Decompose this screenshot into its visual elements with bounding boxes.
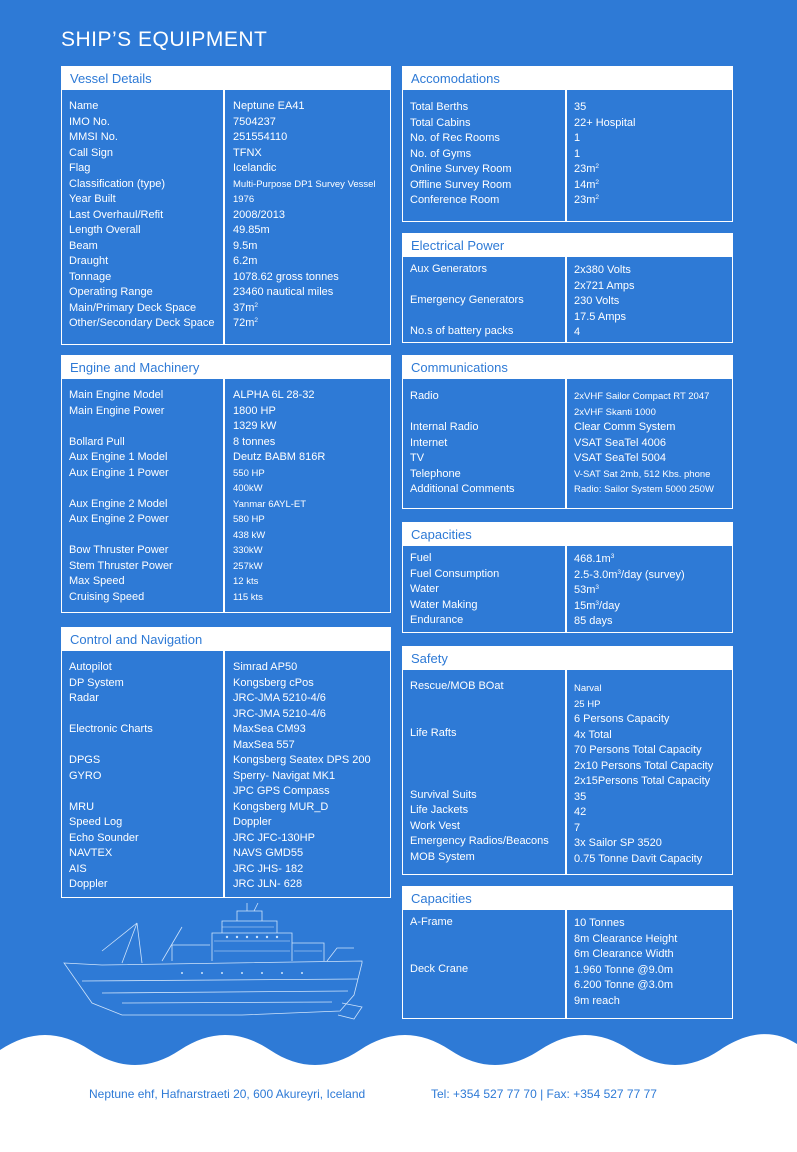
control-label-3 — [69, 707, 153, 723]
engine-label-10: Bow Thruster Power — [69, 544, 169, 556]
safety-label-3: Life Rafts — [410, 726, 457, 739]
engine-value-6: 400kW — [233, 483, 263, 494]
accom-label-2: No. of Rec Rooms — [410, 132, 500, 144]
accom-value-2: 1 — [574, 132, 581, 144]
engine-value-12: 12 kts — [233, 576, 259, 587]
accomodations-values — [574, 100, 635, 209]
safety-label-0: Rescue/MOB BOat — [410, 680, 504, 692]
engine-labels — [69, 388, 173, 605]
vessel-label-3: Call Sign — [69, 146, 114, 159]
control-label-2: Radar — [69, 692, 99, 704]
control-value-0: Simrad AP50 — [233, 661, 298, 673]
capacities-equipment-values: 10 Tonnes 8m Clearance Height 6m Clearance Width 1.960 Tonne @9.0m 6.200 Tonne @3.0m 9m reach — [574, 917, 678, 1007]
vessel-details-values — [233, 99, 376, 332]
capacities1-value-2: $53m^3$ — [574, 584, 600, 596]
vessel-value-6: 1976 — [233, 194, 255, 205]
safety-value-11: 0.75 Tonne Davit Capacity — [574, 852, 703, 865]
safety-value-3: 4x Total — [574, 728, 612, 741]
capacities-values — [574, 552, 685, 630]
capacities1-label-3: Water Making — [410, 598, 478, 611]
vessel-value-7: 2008/2013 — [233, 208, 285, 221]
accom-label-4: Online Survey Room — [410, 163, 512, 175]
vessel-label-12: Operating Range — [69, 286, 153, 298]
safety-label-8: Life Jackets — [410, 804, 469, 816]
engine-label-9 — [69, 528, 173, 544]
control-labels — [69, 660, 153, 893]
control-navigation-title: Control and Navigation — [62, 628, 390, 651]
comms-label-4: TV — [410, 452, 425, 464]
control-label-1: DP System — [69, 676, 124, 689]
accom-value-3: 1 — [574, 147, 581, 160]
safety-label-10: Emergency Radios/Beacons — [410, 835, 549, 847]
control-navigation-panel — [61, 627, 391, 898]
safety-value-10: 3x Sailor SP 3520 — [574, 837, 662, 849]
comms-label-0: Radio — [410, 390, 439, 402]
engine-label-12: Max Speed — [69, 575, 125, 587]
engine-value-13: 115 kts — [233, 591, 263, 603]
engine-value-0: ALPHA 6L 28-32 — [233, 389, 315, 401]
control-values — [233, 660, 371, 893]
engine-label-7: Aux Engine 2 Model — [69, 497, 168, 510]
comms-value-1: 2xVHF Skanti 1000 — [574, 406, 656, 418]
control-label-8 — [69, 784, 153, 800]
control-label-9: MRU — [69, 800, 95, 813]
control-label-12: NAVTEX — [69, 847, 113, 859]
safety-value-6: 2x15Persons Total Capacity — [574, 775, 711, 787]
vessel-label-14: Other/Secondary Deck Space — [69, 317, 215, 329]
engine-label-3: Bollard Pull — [69, 435, 125, 448]
capacities1-label-1: Fuel Consumption — [410, 567, 500, 580]
vessel-value-9: 9.5m — [233, 239, 258, 252]
accom-value-1: 22+ Hospital — [574, 116, 636, 129]
vessel-label-2: MMSI No. — [69, 131, 118, 143]
control-value-6: Kongsberg Seatex DPS 200 — [233, 754, 371, 766]
footer-contact: Tel: +354 527 77 70 | Fax: +354 527 77 77 — [431, 1087, 657, 1101]
safety-value-2: 6 Persons Capacity — [574, 713, 670, 725]
engine-machinery-title: Engine and Machinery — [62, 356, 390, 379]
vessel-value-3: TFNX — [233, 146, 262, 159]
vessel-label-11: Tonnage — [69, 270, 112, 283]
vessel-label-8: Length Overall — [69, 224, 141, 236]
vessel-label-13: Main/Primary Deck Space — [69, 301, 197, 314]
electrical-labels: Aux Generators Emergency Generators No.s of battery packs — [410, 263, 524, 337]
engine-value-7: Yanmar 6AYL-ET — [233, 498, 307, 510]
control-value-11: JRC JFC-130HP — [233, 831, 315, 844]
vessel-value-12: 23460 nautical miles — [233, 286, 334, 298]
ship-drawing-icon — [62, 903, 372, 1033]
safety-label-2 — [410, 710, 549, 726]
vessel-label-10: Draught — [69, 255, 109, 267]
engine-machinery-panel — [61, 355, 391, 613]
safety-label-11: MOB System — [410, 850, 475, 863]
control-label-0: Autopilot — [69, 661, 112, 673]
comms-label-2: Internal Radio — [410, 421, 479, 433]
safety-value-0: Narval — [574, 683, 602, 694]
capacities1-label-2: Water — [410, 583, 439, 595]
communications-values — [574, 389, 714, 498]
comms-value-6: Radio: Sailor System 5000 250W — [574, 484, 714, 495]
capacities1-value-1: $2.5-3.0m^3$/day (survey) — [574, 568, 685, 581]
vessel-value-13: $37m^2$ — [233, 301, 259, 314]
vessel-value-8: 49.85m — [233, 224, 270, 236]
accom-value-5: $14m^2$ — [574, 178, 600, 191]
vessel-details-labels — [69, 99, 215, 332]
comms-label-6: Additional Comments — [410, 483, 515, 495]
engine-label-5: Aux Engine 1 Power — [69, 466, 169, 479]
engine-value-2: 1329 kW — [233, 420, 277, 432]
control-value-13: JRC JHS- 182 — [233, 862, 304, 875]
control-label-14: Doppler — [69, 878, 108, 890]
control-label-10: Speed Log — [69, 816, 123, 828]
accom-value-6: $23m^2$ — [574, 194, 600, 206]
capacities1-value-0: $468.1m^3$ — [574, 553, 615, 565]
engine-label-11: Stem Thruster Power — [69, 559, 173, 572]
safety-value-7: 35 — [574, 790, 587, 803]
engine-label-4: Aux Engine 1 Model — [69, 451, 168, 463]
safety-panel — [402, 646, 733, 875]
safety-label-4 — [410, 741, 549, 757]
vessel-label-6: Year Built — [69, 193, 116, 205]
comms-value-2: Clear Comm System — [574, 421, 676, 433]
engine-values — [233, 388, 325, 605]
safety-labels — [410, 679, 549, 865]
communications-title: Communications — [403, 356, 732, 379]
engine-value-11: 257kW — [233, 560, 263, 572]
page-title: SHIP’S EQUIPMENT — [61, 28, 268, 51]
comms-value-0: 2xVHF Sailor Compact RT 2047 — [574, 391, 710, 402]
vessel-value-4: Icelandic — [233, 162, 277, 174]
safety-value-9: 7 — [574, 821, 581, 834]
capacities-labels — [410, 551, 499, 629]
safety-label-1 — [410, 695, 549, 711]
communications-panel — [402, 355, 733, 509]
capacities-panel — [402, 522, 733, 633]
engine-value-4: Deutz BABM 816R — [233, 451, 326, 463]
safety-label-6 — [410, 772, 549, 788]
engine-value-5: 550 HP — [233, 467, 265, 479]
vessel-value-14: $72m^2$ — [233, 317, 259, 329]
control-label-13: AIS — [69, 862, 87, 875]
capacities1-label-0: Fuel — [410, 552, 432, 564]
accom-label-5: Offline Survey Room — [410, 178, 512, 191]
comms-label-5: Telephone — [410, 467, 461, 480]
vessel-details-title: Vessel Details — [62, 67, 390, 90]
capacities-equipment-title: Capacities — [403, 887, 732, 910]
control-value-4: MaxSea CM93 — [233, 723, 306, 735]
control-value-9: Kongsberg MUR_D — [233, 800, 329, 813]
safety-label-9: Work Vest — [410, 819, 460, 832]
engine-label-0: Main Engine Model — [69, 389, 164, 401]
vessel-value-10: 6.2m — [233, 255, 258, 267]
vessel-value-0: Neptune EA41 — [233, 100, 305, 112]
accomodations-panel — [402, 66, 733, 222]
engine-value-9: 438 kW — [233, 529, 266, 541]
vessel-details-panel — [61, 66, 391, 345]
control-value-14: JRC JLN- 628 — [233, 878, 303, 890]
capacities-equipment-panel — [402, 886, 733, 1019]
vessel-value-11: 1078.62 gross tonnes — [233, 270, 339, 283]
capacities-title: Capacities — [403, 523, 732, 546]
vessel-label-1: IMO No. — [69, 115, 110, 128]
footer-address: Neptune ehf, Hafnarstraeti 20, 600 Akureyri, Iceland — [89, 1087, 366, 1101]
vessel-label-0: Name — [69, 100, 99, 112]
safety-title: Safety — [403, 647, 732, 670]
capacities1-value-4: 85 days — [574, 615, 613, 627]
communications-labels — [410, 389, 515, 498]
control-value-8: JPC GPS Compass — [233, 785, 330, 797]
safety-label-5 — [410, 757, 549, 773]
engine-label-8: Aux Engine 2 Power — [69, 513, 169, 525]
accom-label-3: No. of Gyms — [410, 147, 472, 160]
engine-value-8: 580 HP — [233, 514, 265, 525]
safety-label-7: Survival Suits — [410, 788, 477, 801]
safety-value-1: 25 HP — [574, 698, 601, 710]
engine-value-3: 8 tonnes — [233, 435, 276, 448]
vessel-value-5: Multi-Purpose DP1 Survey Vessel — [233, 178, 376, 190]
vessel-value-1: 7504237 — [233, 115, 276, 128]
comms-label-3: Internet — [410, 436, 448, 449]
comms-value-3: VSAT SeaTel 4006 — [574, 436, 666, 449]
electrical-power-panel — [402, 233, 733, 343]
capacities1-label-4: Endurance — [410, 614, 464, 626]
accomodations-title: Accomodations — [403, 67, 732, 90]
comms-value-4: VSAT SeaTel 5004 — [574, 452, 666, 464]
control-value-10: Doppler — [233, 816, 272, 828]
safety-value-4: 70 Persons Total Capacity — [574, 744, 702, 756]
vessel-value-2: 251554110 — [233, 131, 288, 143]
control-value-2: JRC-JMA 5210-4/6 — [233, 692, 326, 704]
engine-label-1: Main Engine Power — [69, 404, 165, 417]
comms-value-5: V-SAT Sat 2mb, 512 Kbs. phone — [574, 468, 711, 480]
vessel-label-9: Beam — [69, 239, 98, 252]
control-label-11: Echo Sounder — [69, 831, 139, 844]
control-value-12: NAVS GMD55 — [233, 847, 304, 859]
engine-label-13: Cruising Speed — [69, 590, 145, 603]
vessel-label-5: Classification (type) — [69, 177, 165, 190]
safety-value-8: 42 — [574, 806, 587, 818]
electrical-values: 2x380 Volts 2x721 Amps 230 Volts 17.5 Amps 4 — [574, 264, 635, 338]
engine-label-2 — [69, 419, 173, 435]
safety-value-5: 2x10 Persons Total Capacity — [574, 759, 714, 772]
accom-label-1: Total Cabins — [410, 116, 471, 129]
control-value-1: Kongsberg cPos — [233, 676, 314, 689]
vessel-label-7: Last Overhaul/Refit — [69, 208, 164, 221]
vessel-label-4: Flag — [69, 162, 91, 174]
control-value-3: JRC-JMA 5210-4/6 — [233, 707, 326, 720]
capacities1-value-3: $15m^3$/day — [574, 599, 620, 612]
safety-values — [574, 681, 713, 867]
control-label-5 — [69, 738, 153, 754]
electrical-power-title: Electrical Power — [403, 234, 732, 257]
capacities-equipment-labels: A-Frame Deck Crane — [410, 916, 469, 975]
control-label-7: GYRO — [69, 769, 102, 782]
comms-label-1 — [410, 405, 515, 421]
accom-label-0: Total Berths — [410, 101, 469, 113]
accom-label-6: Conference Room — [410, 194, 500, 206]
engine-value-10: 330kW — [233, 545, 263, 556]
accom-value-4: $23m^2$ — [574, 163, 600, 175]
accomodations-labels — [410, 100, 512, 209]
control-label-6: DPGS — [69, 754, 101, 766]
engine-label-6 — [69, 481, 173, 497]
control-value-5: MaxSea 557 — [233, 738, 295, 751]
accom-value-0: 35 — [574, 101, 587, 113]
control-value-7: Sperry- Navigat MK1 — [233, 769, 336, 782]
control-label-4: Electronic Charts — [69, 723, 153, 735]
engine-value-1: 1800 HP — [233, 404, 276, 417]
